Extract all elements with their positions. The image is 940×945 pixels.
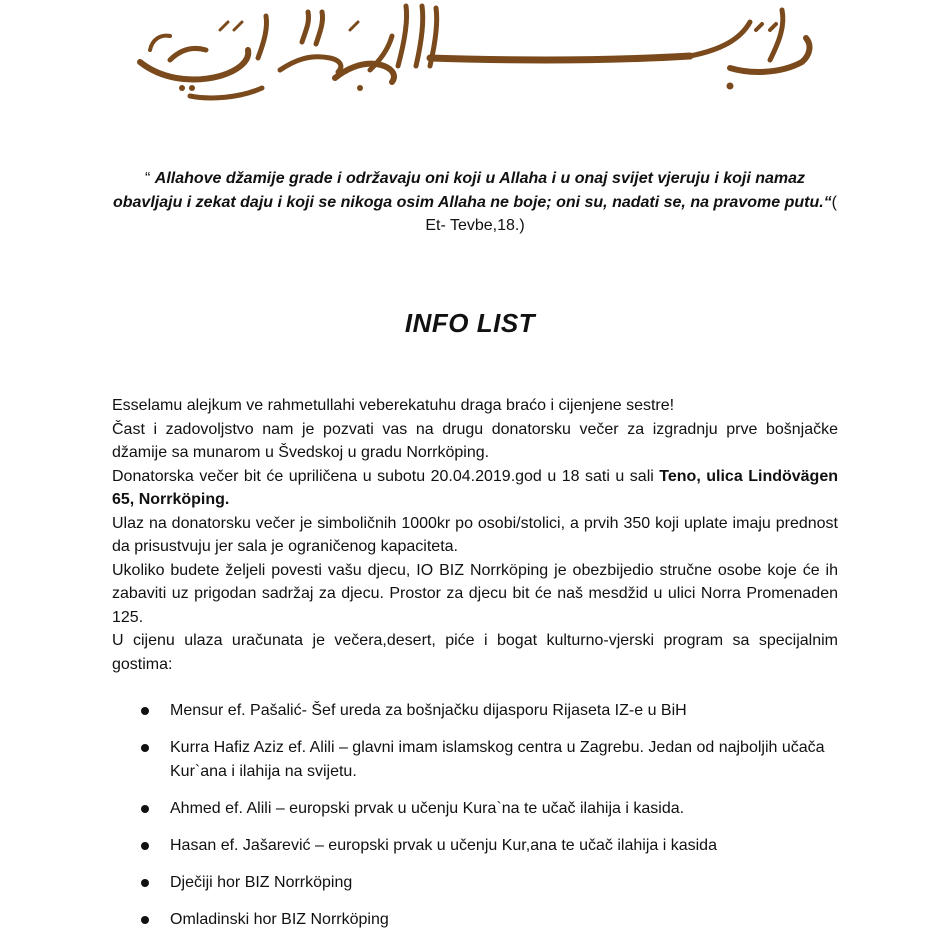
- event-intro-text: Donatorska večer bit će upriličena u subotu 20.04.2019.god u 18 sati u sali: [112, 467, 660, 485]
- bullet-icon: [141, 879, 149, 887]
- program-paragraph: U cijenu ulaza uračunata je večera,desert, piće i bogat kulturno-vjerski program sa specijalnim gostima:: [112, 632, 838, 673]
- list-item: [112, 871, 838, 895]
- basmala-calligraphy-image: [130, 0, 820, 110]
- list-item: [112, 797, 838, 821]
- guest-text: Dječiji hor BIZ Norrköping: [170, 873, 353, 891]
- bullet-icon: [141, 805, 149, 813]
- quran-quote: [112, 167, 838, 238]
- invite-paragraph: Čast i zadovoljstvo nam je pozvati vas na drugu donatorsku večer za izgradnju prve bošnjačke džamije sa munarom u Švedskoj u gradu Norrköping.: [112, 420, 838, 461]
- bullet-icon: [141, 842, 149, 850]
- quote-open-mark: “: [144, 170, 155, 187]
- entry-paragraph: Ulaz na donatorsku večer je simboličnih 1000kr po osobi/stolici, a prvih 350 koji uplate imaju prednost da prisustvuju jer sala je ograničenog kapaciteta.: [112, 514, 838, 555]
- guest-text: Kurra Hafiz Aziz ef. Alili – glavni imam islamskog centra u Zagrebu. Jedan od najboljih učača Kur`ana i ilahija na svijetu.: [170, 739, 825, 780]
- event-venue-text: Teno, ulica Lindövägen 65, Norrköping.: [112, 467, 839, 508]
- quote-reference: ( Et- Tevbe,18.): [425, 193, 837, 234]
- bullet-icon: [141, 916, 149, 924]
- body-text: [112, 394, 838, 676]
- list-item: [112, 736, 838, 783]
- guest-text: Mensur ef. Pašalić- Šef ureda za bošnjačku dijasporu Rijaseta IZ-e u BiH: [170, 702, 687, 719]
- bullet-icon: [141, 707, 149, 715]
- list-item: [112, 834, 838, 858]
- guest-text: Omladinski hor BIZ Norrköping: [170, 910, 389, 928]
- guest-text: Hasan ef. Jašarević – europski prvak u učenju Kur,ana te učač ilahija i kasida: [170, 836, 717, 854]
- guest-list: [112, 699, 838, 945]
- event-paragraph: [112, 465, 838, 512]
- quote-text: Allahove džamije grade i održavaju oni koji u Allaha i u onaj svijet vjeruju i koji namaz obavljaju i zekat daju i koji se nikoga osim Allaha ne boje; oni su, nadati se, na pravome putu.“: [112, 170, 832, 211]
- bullet-icon: [141, 744, 149, 752]
- page-title: INFO LIST: [404, 308, 536, 338]
- list-item: [112, 908, 838, 932]
- children-paragraph: Ukoliko budete željeli povesti vašu djecu, IO BIZ Norrköping je obezbijedio stručne osobe koje će ih zabaviti uz prigodan sadržaj za djecu. Prostor za djecu bit će naš mesdžid u ulici Norra Promenaden 125.: [112, 561, 838, 626]
- guest-text: Ahmed ef. Alili – europski prvak u učenju Kura`na te učač ilahija i kasida.: [170, 799, 685, 817]
- list-item: [112, 699, 838, 723]
- basmala-calligraphy: [130, 0, 820, 110]
- greeting-paragraph: Esselamu alejkum ve rahmetullahi veberekatuhu draga braćo i cijenjene sestre!: [112, 397, 675, 414]
